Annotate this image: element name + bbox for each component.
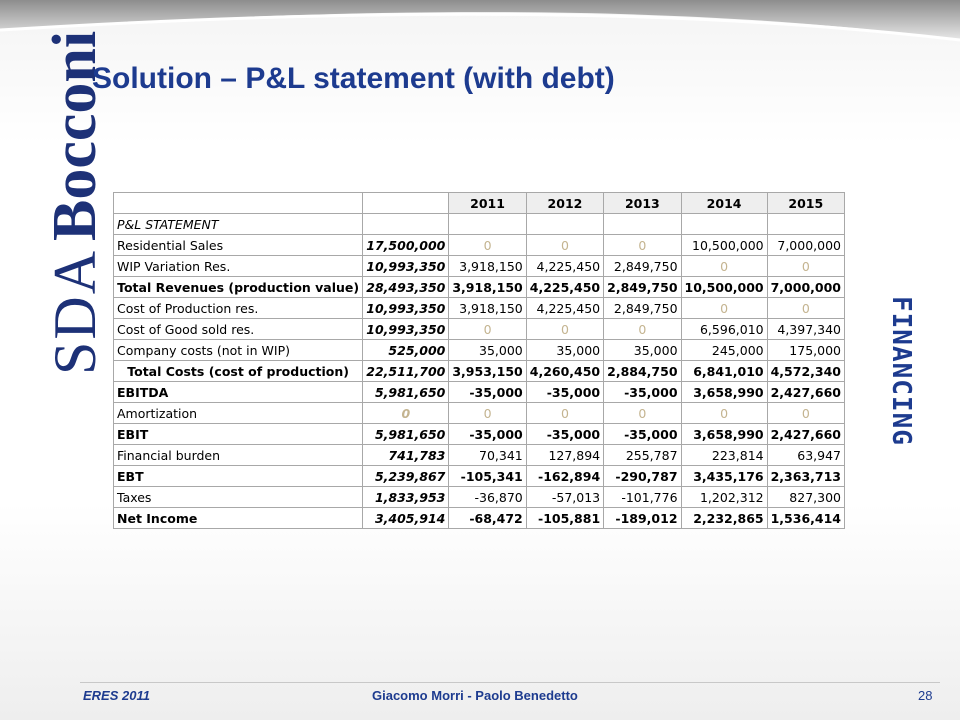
year-value: 6,841,010 [681,361,767,382]
header-year: 2012 [526,193,603,214]
year-value: -36,870 [449,487,526,508]
header-year: 2015 [767,193,844,214]
table-row [114,508,845,529]
year-value: 0 [449,319,526,340]
year-value: 175,000 [767,340,844,361]
year-value: 827,300 [767,487,844,508]
year-value: 0 [767,298,844,319]
footer-authors: Giacomo Morri - Paolo Benedetto [372,688,578,703]
year-value: 0 [449,235,526,256]
year-value: 0 [604,403,681,424]
table-row [114,235,845,256]
year-value: 1,536,414 [767,508,844,529]
year-value: 35,000 [526,340,603,361]
year-value: 4,225,450 [526,277,603,298]
year-value: 0 [526,235,603,256]
page-number: 28 [918,688,933,703]
year-value: 63,947 [767,445,844,466]
year-value: 127,894 [526,445,603,466]
year-value: 2,232,865 [681,508,767,529]
logo-sda: SDA [42,248,108,375]
row-label: Financial burden [114,445,363,466]
empty-cell [526,214,603,235]
section-label: P&L STATEMENT [114,214,363,235]
year-value: -68,472 [449,508,526,529]
year-value: 0 [681,256,767,277]
table-row [114,361,845,382]
footer-event: ERES 2011 [83,688,150,703]
row-label: Cost of Good sold res. [114,319,363,340]
year-value: -105,341 [449,466,526,487]
empty-cell [681,214,767,235]
year-value: 3,918,150 [449,256,526,277]
year-value: 35,000 [604,340,681,361]
year-value: 70,341 [449,445,526,466]
row-label: Total Revenues (production value) [114,277,363,298]
section-row [114,214,845,235]
year-value: -101,776 [604,487,681,508]
row-label: Net Income [114,508,363,529]
year-value: -35,000 [526,382,603,403]
header-year: 2011 [449,193,526,214]
year-value: 245,000 [681,340,767,361]
total-value: 3,405,914 [363,508,449,529]
total-value: 22,511,700 [363,361,449,382]
year-value: -57,013 [526,487,603,508]
year-value: 2,884,750 [604,361,681,382]
row-label: EBITDA [114,382,363,403]
year-value: -162,894 [526,466,603,487]
row-label: Total Costs (cost of production) [114,361,363,382]
year-value: 6,596,010 [681,319,767,340]
empty-cell [363,214,449,235]
year-value: 0 [526,319,603,340]
total-value: 5,981,650 [363,382,449,403]
year-value: 1,202,312 [681,487,767,508]
empty-cell [767,214,844,235]
table-row [114,256,845,277]
year-value: 35,000 [449,340,526,361]
total-value: 28,493,350 [363,277,449,298]
year-value: 4,572,340 [767,361,844,382]
year-value: 2,849,750 [604,277,681,298]
row-label: Cost of Production res. [114,298,363,319]
year-value: 7,000,000 [767,235,844,256]
year-value: 3,658,990 [681,382,767,403]
row-label: WIP Variation Res. [114,256,363,277]
row-label: Amortization [114,403,363,424]
year-value: -105,881 [526,508,603,529]
total-value: 17,500,000 [363,235,449,256]
row-label: Residential Sales [114,235,363,256]
header-year: 2013 [604,193,681,214]
year-value: -290,787 [604,466,681,487]
year-value: 2,849,750 [604,298,681,319]
table-row [114,424,845,445]
year-value: 0 [681,403,767,424]
table-row [114,403,845,424]
year-value: 10,500,000 [681,277,767,298]
table-row [114,445,845,466]
year-value: 223,814 [681,445,767,466]
row-label: EBIT [114,424,363,445]
table-row [114,319,845,340]
header-blank [363,193,449,214]
logo-bocconi: Bocconi [41,30,109,241]
year-value: 7,000,000 [767,277,844,298]
header-blank [114,193,363,214]
year-value: 2,363,713 [767,466,844,487]
table-header-row [114,193,845,214]
slide-title: Solution – P&L statement (with debt) [92,62,615,95]
year-value: 0 [526,403,603,424]
table-row [114,466,845,487]
total-value: 741,783 [363,445,449,466]
footer-divider [80,682,940,683]
table-row [114,382,845,403]
total-value: 5,239,867 [363,466,449,487]
total-value: 1,833,953 [363,487,449,508]
year-value: -35,000 [449,382,526,403]
total-value: 10,993,350 [363,256,449,277]
year-value: 3,953,150 [449,361,526,382]
year-value: 4,225,450 [526,256,603,277]
year-value: 3,658,990 [681,424,767,445]
total-value: 525,000 [363,340,449,361]
row-label: Company costs (not in WIP) [114,340,363,361]
empty-cell [449,214,526,235]
year-value: 255,787 [604,445,681,466]
year-value: 3,918,150 [449,298,526,319]
financing-label [880,296,920,506]
year-value: 0 [449,403,526,424]
table-row [114,487,845,508]
table-row [114,340,845,361]
header-year: 2014 [681,193,767,214]
year-value: 4,397,340 [767,319,844,340]
pl-statement-table [113,192,845,529]
row-label: Taxes [114,487,363,508]
financing-label-text: FINANCING [886,296,916,446]
table-row [114,298,845,319]
total-value: 10,993,350 [363,319,449,340]
year-value: -35,000 [604,424,681,445]
year-value: 0 [767,403,844,424]
year-value: 0 [767,256,844,277]
total-value: 0 [363,403,449,424]
year-value: -35,000 [604,382,681,403]
total-value: 10,993,350 [363,298,449,319]
year-value: 10,500,000 [681,235,767,256]
year-value: -35,000 [449,424,526,445]
table-row [114,277,845,298]
year-value: -35,000 [526,424,603,445]
year-value: 2,427,660 [767,424,844,445]
year-value: 0 [604,319,681,340]
year-value: -189,012 [604,508,681,529]
year-value: 0 [604,235,681,256]
year-value: 4,225,450 [526,298,603,319]
year-value: 4,260,450 [526,361,603,382]
row-label: EBT [114,466,363,487]
year-value: 2,849,750 [604,256,681,277]
year-value: 3,435,176 [681,466,767,487]
year-value: 3,918,150 [449,277,526,298]
empty-cell [604,214,681,235]
year-value: 0 [681,298,767,319]
total-value: 5,981,650 [363,424,449,445]
year-value: 2,427,660 [767,382,844,403]
